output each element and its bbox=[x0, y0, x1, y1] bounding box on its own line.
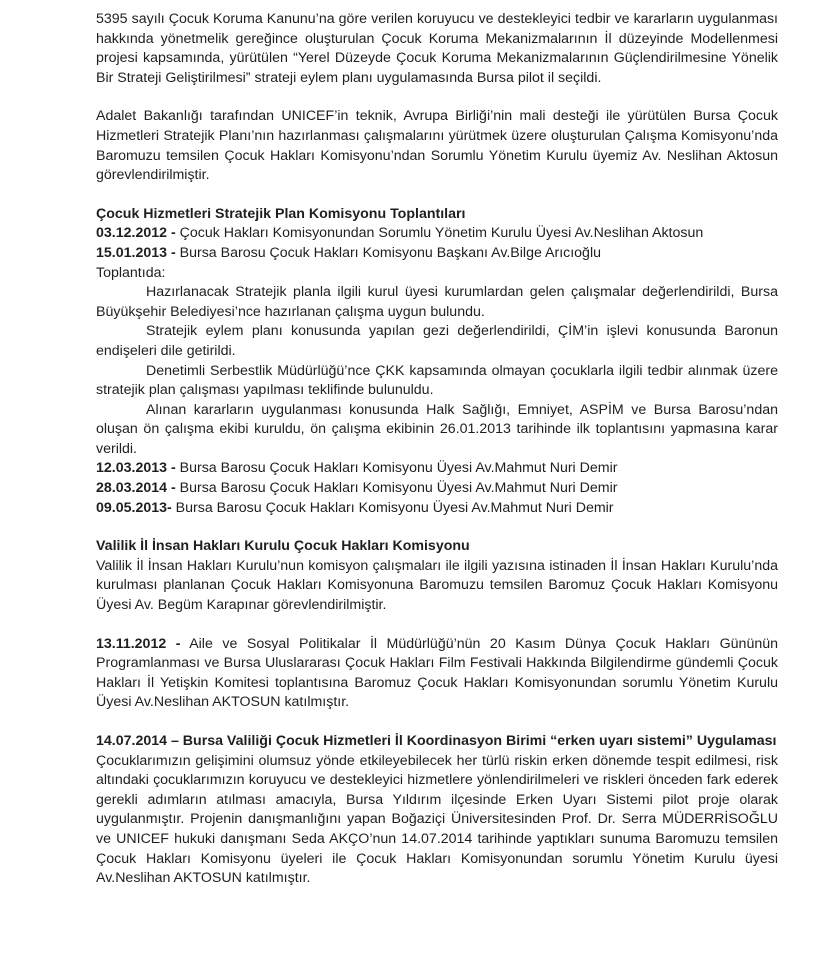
meeting-item: Hazırlanacak Stratejik planla ilgili kurul üyesi kurumlardan gelen çalışmalar değerlendirildi, Bursa Büyükşehir Belediyesi’nce hazırlanan çalışma uygun bulundu. bbox=[96, 284, 778, 320]
meeting-date: 09.05.2013- bbox=[96, 499, 172, 516]
intro-paragraph: 5395 sayılı Çocuk Koruma Kanunu’na göre verilen koruyucu ve destekleyici tedbir ve kararların uygulanması hakkında yönetmelik gereğince oluşturulan Çocuk Koruma Mekanizmalarının İl düzeyinde Modellenmesi projesi kapsamında, yürütülen “Yerel Düzeyde Çocuk Koruma Mekanizmalarının Güçlendirilmesine Yönelik Bir Strateji Geliştirilmesi” strateji eylem planı uygulamasında Bursa pilot il seçildi. bbox=[96, 11, 778, 86]
meeting-text: Çocuk Hakları Komisyonundan Sorumlu Yönetim Kurulu Üyesi Av.Neslihan Aktosun bbox=[175, 225, 704, 242]
section-early-warning bbox=[96, 732, 778, 889]
section-adult-committee bbox=[96, 635, 778, 713]
meeting-date: 12.03.2013 - bbox=[96, 460, 176, 477]
section-heading: 14.07.2014 – Bursa Valiliği Çocuk Hizmetleri İl Koordinasyon Birimi “erken uyarı sistemi” Uygulaması bbox=[96, 733, 777, 749]
meeting-text: Bursa Barosu Çocuk Hakları Komisyonu Üyesi Av.Mahmut Nuri Demir bbox=[175, 460, 618, 477]
meeting-entry bbox=[96, 479, 778, 499]
entry-date: 13.11.2012 - bbox=[96, 635, 181, 652]
meeting-date: 28.03.2014 - bbox=[96, 480, 176, 497]
meeting-entry bbox=[96, 224, 778, 244]
meeting-text: Bursa Barosu Çocuk Hakları Komisyonu Başkanı Av.Bilge Arıcıoğlu bbox=[175, 244, 601, 261]
meeting-intro: Toplantıda: bbox=[96, 264, 166, 281]
section-body: Çocuklarımızın gelişimini olumsuz yönde etkileyebilecek her türlü riskin erken dönemde tespit edilmesi, risk altındaki çocuklarımızın koruyucu ve destekleyici hizmetlere yönlendirilmeleri ve riskleri önceden fark ederek gerekli adımların atılması amacıyla, Bursa Yıldırım ilçesinde Erken Uyarı Sistemi pilot proje olarak uygulanmıştır. Projenin danışmanlığını yapan Boğaziçi Üniversitesinden Prof. Dr. Serra MÜDERRİSOĞLU ve UNICEF hukuki danışmanı Seda AKÇO’nun 14.07.2014 tarihinde yaptıkları sunuma Baromuzu temsilen Çocuk Hakları Komisyonu üyeleri ile Çocuk Hakları Komisyonundan sorumlu Yönetim Kurulu üyesi Av.Neslihan AKTOSUN katılmıştır. bbox=[96, 752, 778, 887]
section-heading: Valilik İl İnsan Hakları Kurulu Çocuk Hakları Komisyonu bbox=[96, 538, 470, 555]
meeting-date: 03.12.2012 - bbox=[96, 225, 176, 242]
commission-paragraph: Adalet Bakanlığı tarafından UNICEF’in teknik, Avrupa Birliği’nin mali desteği ile yürütülen Bursa Çocuk Hizmetleri Stratejik Planı’nın hazırlanması çalışmalarını yürütmek üzere oluşturulan Çalışma Komisyonu’nda Baromuzu temsilen Çocuk Hakları Komisyonu’ndan Sorumlu Yönetim Kurulu üyemiz Av. Neslihan Aktosun görevlendirilmiştir. bbox=[96, 108, 778, 184]
meeting-entry bbox=[96, 244, 778, 264]
section-human-rights-board bbox=[96, 537, 778, 615]
section-body: 13.11.2012 - Aile ve Sosyal Politikalar İl Müdürlüğü’nün 20 Kasım Dünya Çocuk Hakları Gününün Programlanması ve Bursa Uluslararası Çocuk Hakları Film Festivali Hakkında Bilgilendirme gündemli Çocuk Hakları İl Yetişkin Komitesi toplantısına Baromuz Çocuk Hakları Komisyonundan sorumlu Yönetim Kurulu Üyesi Av.Neslihan AKTOSUN katılmıştır. bbox=[96, 635, 779, 711]
meeting-date: 15.01.2013 - bbox=[96, 244, 176, 261]
meeting-entry bbox=[96, 459, 778, 479]
meeting-item: Alınan kararların uygulanması konusunda Halk Sağlığı, Emniyet, ASPİM ve Bursa Barosu’ndan oluşan ön çalışma ekibi kuruldu, ön çalışma ekibinin 26.01.2013 tarihinde ilk toplantısını yapmasına karar verildi. bbox=[96, 401, 778, 457]
meeting-text: Bursa Barosu Çocuk Hakları Komisyonu Üyesi Av.Mahmut Nuri Demir bbox=[175, 480, 618, 497]
document-page bbox=[96, 10, 778, 889]
meeting-item: Stratejik eylem planı konusunda yapılan gezi değerlendirildi, ÇİM’in işlevi konusunda Baronun endişeleri dile getirildi. bbox=[96, 323, 778, 359]
meeting-entry bbox=[96, 499, 778, 519]
section-heading: Çocuk Hizmetleri Stratejik Plan Komisyonu Toplantıları bbox=[96, 205, 466, 222]
section-body: Valilik İl İnsan Hakları Kurulu’nun komisyon çalışmaları ile ilgili yazısına istinaden İl İnsan Hakları Kurulu’nda kurulması planlanan Çocuk Hakları Komisyonuna Baromuzu temsilen Baromuz Çocuk Hakları Komisyonu Üyesi Av. Begüm Karapınar görevlendirilmiştir. bbox=[96, 557, 778, 614]
section-strategic-plan-meetings bbox=[96, 205, 778, 519]
meeting-text: Bursa Barosu Çocuk Hakları Komisyonu Üyesi Av.Mahmut Nuri Demir bbox=[171, 499, 614, 516]
meeting-item: Denetimli Serbestlik Müdürlüğü’nce ÇKK kapsamında olmayan çocuklarla ilgili tedbir alınmak üzere stratejik plan çalışması yapılması teklifinde bulunuldu. bbox=[96, 362, 778, 399]
